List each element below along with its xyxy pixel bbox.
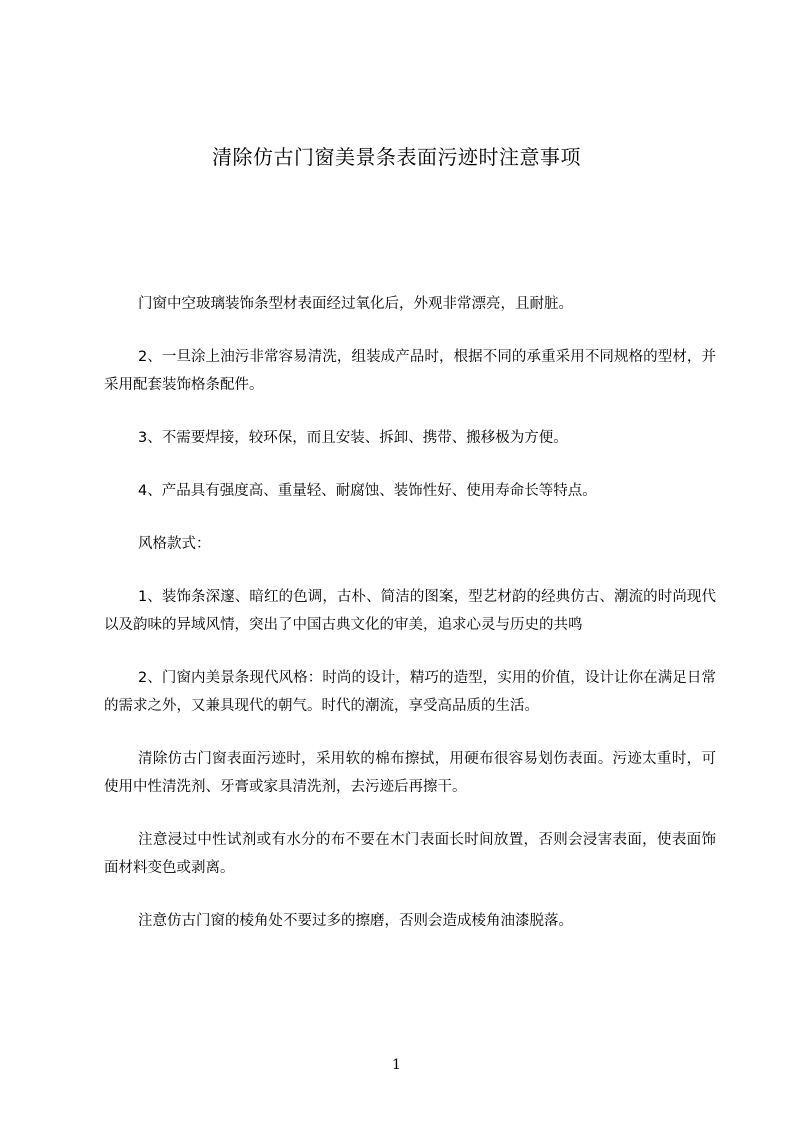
paragraph-item-3: 3、不需要焊接，较环保，而且安装、拆卸、携带、搬移极为方便。 bbox=[138, 430, 568, 446]
paragraph-caution-corners: 注意仿古门窗的棱角处不要过多的擦磨，否则会造成棱角油漆脱落。 bbox=[138, 913, 573, 929]
document-title: 清除仿古门窗美景条表面污迹时注意事项 bbox=[212, 145, 581, 169]
paragraph-style-2: 2、门窗内美景条现代风格：时尚的设计，精巧的造型，实用的价值，设计让你在满足日常的需求之外，又兼具现代的朝气。时代的潮流，享受高品质的生活。 bbox=[104, 670, 716, 714]
document-body bbox=[104, 290, 716, 960]
paragraph-style-heading: 风格款式： bbox=[138, 536, 211, 552]
paragraph-item-2: 2、一旦涂上油污非常容易清洗，组装成产品时，根据不同的承重采用不同规格的型材，并采用配套装饰格条配件。 bbox=[104, 349, 716, 393]
page-number: 1 bbox=[392, 1057, 401, 1073]
paragraph-intro: 门窗中空玻璃装饰条型材表面经过氧化后，外观非常漂亮，且耐脏。 bbox=[138, 296, 573, 312]
paragraph-style-1: 1、装饰条深邃、暗红的色调，古朴、简洁的图案，型艺材韵的经典仿古、潮流的时尚现代以及韵味的异域风情，突出了中国古典文化的审美，追求心灵与历史的共鸣 bbox=[104, 589, 716, 633]
paragraph-cleaning: 清除仿古门窗表面污迹时，采用软的棉布擦拭，用硬布很容易划伤表面。污迹太重时，可使用中性清洗剂、牙膏或家具清洗剂，去污迹后再擦干。 bbox=[104, 751, 716, 795]
paragraph-item-4: 4、产品具有强度高、重量轻、耐腐蚀、装饰性好、使用寿命长等特点。 bbox=[138, 483, 597, 499]
paragraph-caution-cloth: 注意浸过中性试剂或有水分的布不要在木门表面长时间放置，否则会浸害表面，使表面饰面材料变色或剥离。 bbox=[104, 832, 716, 876]
